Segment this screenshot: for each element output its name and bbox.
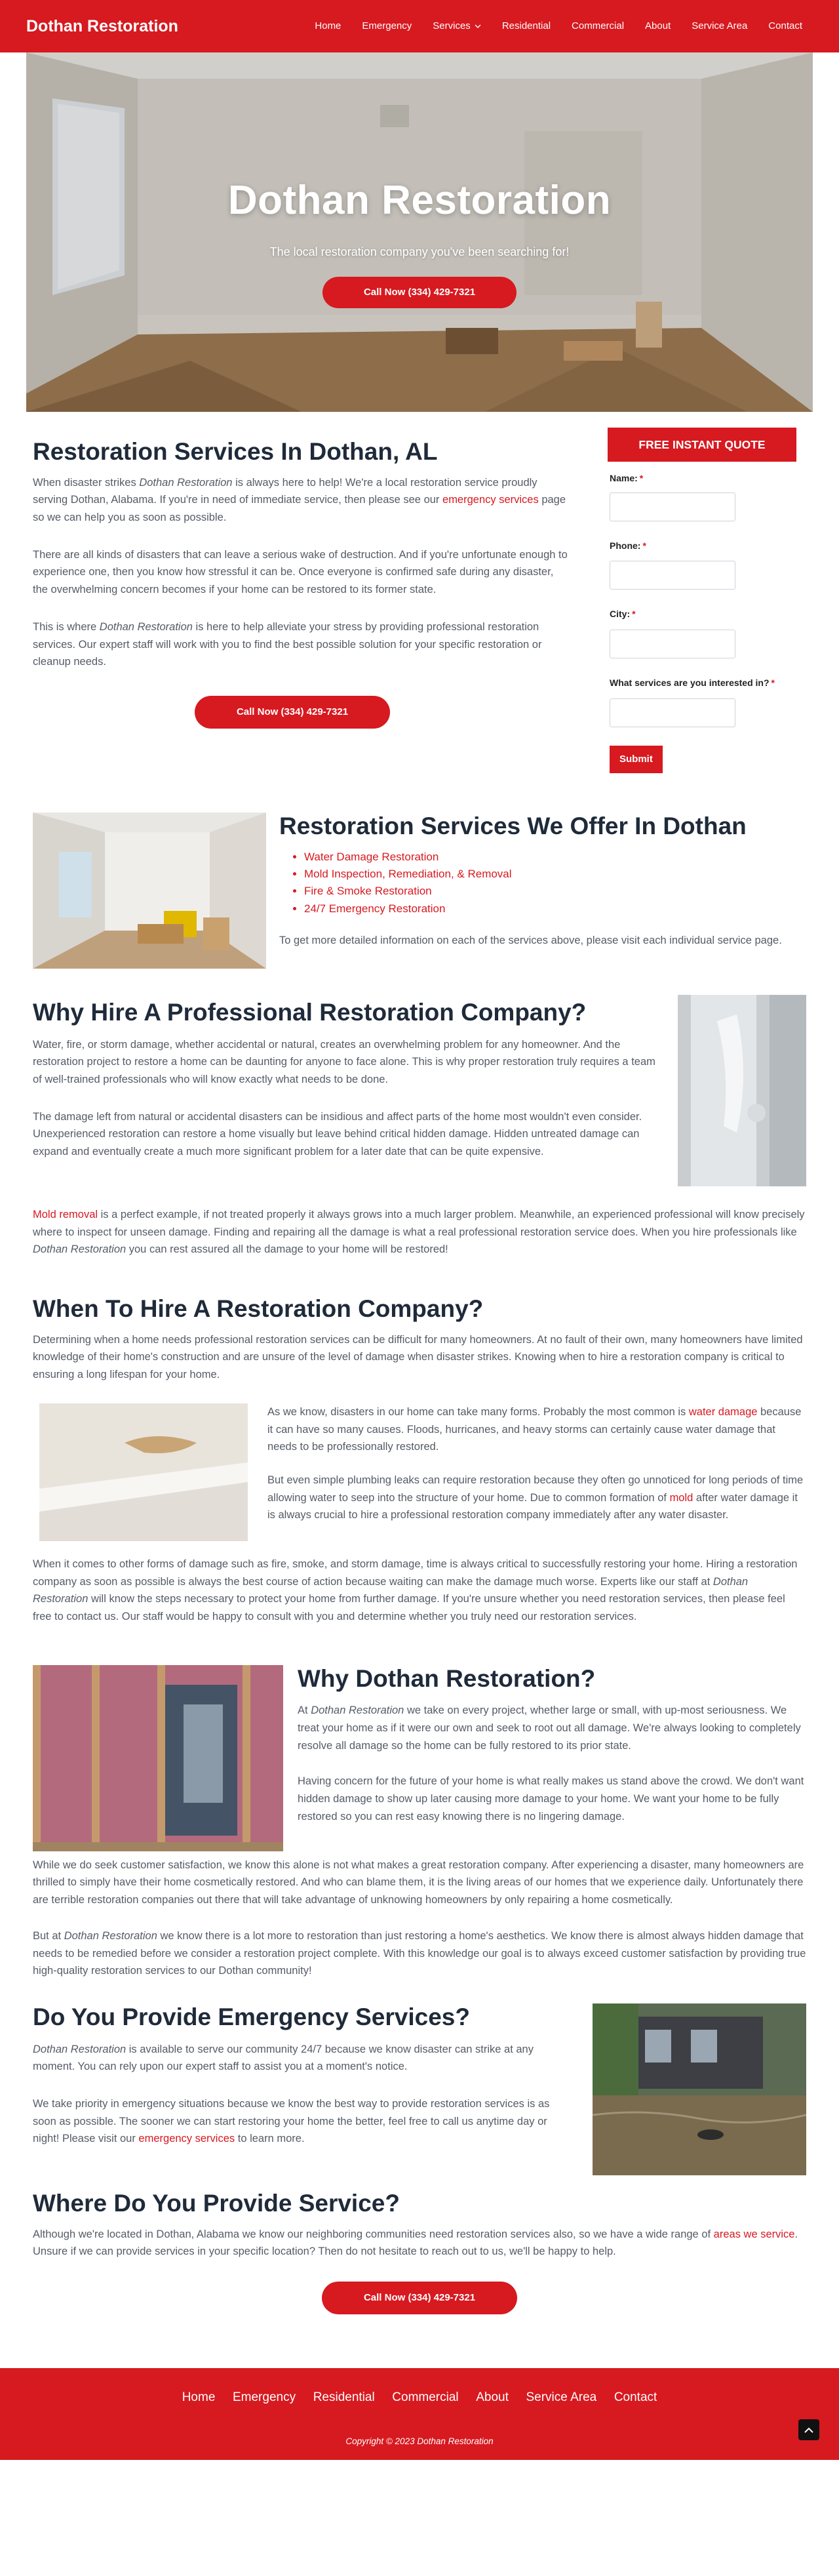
site-footer [0,2368,839,2460]
why-us-paragraph-2: Having concern for the future of your home is what really makes us stand above the crowd. We don't want hidden damage to show up later causing more damage to your home. We want your home to be fully restored so you can rest easy knowing there is no lingering damage. [298,1775,804,1822]
text-span: But even simple plumbing leaks can require restoration because they often go unnoticed for long periods of time allowing water to seep into the structure of your home. Due to common formation of [267,1474,804,1504]
intro-paragraph-1 [33,474,570,527]
brand-name: Dothan Restoration [311,1704,404,1717]
text-span: Although we're located in Dothan, Alabama we know our neighboring communities need restoration services also, so we have a wide range of [33,2228,714,2240]
where-section [0,2190,839,2314]
service-link[interactable]: Mold Inspection, Remediation, & Removal [304,867,512,880]
why-us-paragraph-4 [33,1927,806,1980]
footer-nav [0,2368,839,2408]
phone-input[interactable] [610,561,735,590]
nav-residential[interactable]: Residential [501,20,551,31]
offer-heading: Restoration Services We Offer In Dothan [279,812,747,839]
why-pro-paragraph-3 [33,1206,806,1258]
chevron-down-icon [475,24,481,28]
when-content [267,1403,806,1541]
why-us-paragraph-3: While we do seek customer satisfaction, we know this alone is not what makes a great restoration company. After experiencing a disaster, many homeowners are thrilled to simply have their home cosmetically restored. And who can blame them, it is the living areas of our homes that we experience daily. Unfortunately there are terrible restoration companies out there that will take advantage of unknowing homeowners by only repairing a home cosmetically. [33,1859,804,1906]
service-link[interactable]: Water Damage Restoration [304,850,439,863]
ceiling-water-damage-image [39,1403,248,1541]
quote-form-title: FREE INSTANT QUOTE [608,428,796,462]
why-us-content [298,1665,806,1851]
emergency-heading: Do You Provide Emergency Services? [33,2003,470,2031]
name-label [610,471,793,486]
service-link[interactable]: 24/7 Emergency Restoration [304,902,446,915]
offer-paragraph: To get more detailed information on each of the services above, please visit each individual service page. [279,934,782,946]
brand-name: Dothan Restoration [64,1929,157,1942]
services-list [292,849,806,917]
intro-content [33,438,570,773]
text-span: we take on every project, whether large or small, with up-most seriousness. We treat your home as if it were our own and seek to root out all damage. We're always looking to completely resolve all damage so the home can be fully restored to its prior state. [298,1704,801,1752]
when-heading: When To Hire A Restoration Company? [33,1295,484,1323]
emergency-services-link[interactable]: emergency services [442,494,539,506]
text-span: is a perfect example, if not treated properly it always grows into a much larger problem. Meanwhile, an experienced professional will know precisely where to inspect for unseen damage. Finding and repairing all the damage is what a real professional restoration service does. When you hire professionals like [33,1208,805,1238]
text-span: . Unsure if we can provide services in your specific location? Then do not hesitate to reach out to us, we'll be happy to help. [33,2228,798,2258]
when-paragraph-2 [267,1403,806,1456]
mold-inspection-image [678,995,806,1186]
wall-framing-image [33,1665,283,1851]
label-text: City: [610,609,631,620]
required-mark: * [639,473,644,483]
footer-nav-home[interactable]: Home [182,2390,216,2405]
brand-name: Dothan Restoration [33,2043,127,2055]
brand-name: Dothan Restoration [33,1243,127,1256]
why-pro-content [33,995,678,1186]
intro-paragraph-2: There are all kinds of disasters that can leave a serious wake of destruction. And if you're unfortunate enough to experience one, then you know how stressful it can be. Once everyone is confirmed safe during any disaster, the overwhelming concern becomes if your home can be restored to its former state. [33,548,568,596]
hero-call-button[interactable]: Call Now (334) 429-7321 [322,277,517,308]
emergency-services-link[interactable]: emergency services [138,2133,235,2145]
hero-content [26,168,813,308]
label-text: Phone: [610,540,641,551]
text-span: because it can have so many causes. Floods, hurricanes, and heavy storms can certainly cause water damage that needs to be professionally restored. [267,1405,802,1453]
offer-content [279,813,806,969]
services-label [610,675,793,691]
service-item-emergency[interactable] [304,900,806,917]
city-label [610,607,793,622]
text-span: you can rest assured all the damage to your home will be restored! [126,1243,448,1256]
why-pro-section [0,995,839,1258]
phone-label [610,538,793,553]
scroll-to-top-button[interactable] [798,2419,819,2440]
why-pro-paragraph-1: Water, fire, or storm damage, whether accidental or natural, creates an overwhelming problem for any homeowner. And the restoration project to restore a home can be daunting for anyone to face alone. This is why proper restoration truly requires a team of well-trained professionals who will know exactly what needs to be done. [33,1038,655,1085]
when-section [0,1295,839,1626]
required-mark: * [632,609,636,620]
text-span: is here to help alleviate your stress by providing professional restoration services. Our expert staff will work with you to find the best possible solution for your specific restoration or cleanup needs. [33,620,542,668]
service-item-fire[interactable] [304,883,806,900]
footer-nav-contact[interactable]: Contact [614,2390,657,2405]
water-damage-link[interactable]: water damage [688,1405,758,1418]
where-paragraph-1 [33,2226,806,2261]
footer-nav-commercial[interactable]: Commercial [392,2390,459,2405]
nav-emergency[interactable]: Emergency [362,20,412,31]
text-span: At [298,1704,311,1717]
why-us-paragraph-1 [298,1702,806,1754]
text-span: When it comes to other forms of damage such as fire, smoke, and storm damage, time is always critical to successfully restoring your home. Hiring a restoration company as soon as possible is always the best course of action because waiting can make the damage much worse. Experts like our staff at [33,1558,798,1588]
footer-nav-about[interactable]: About [476,2390,509,2405]
main-nav [304,18,813,34]
submit-button[interactable]: Submit [610,746,663,773]
hero-subtitle: The local restoration company you've been searching for! [269,245,570,259]
text-span: after water damage it is always crucial to hire a professional restoration company immediately after any water disaster. [267,1491,798,1521]
text-span: is available to serve our community 24/7 because we know disaster can strike at any moment. You can rely upon our expert staff to assist you at a moment's notice. [33,2043,534,2073]
mold-link[interactable]: mold [669,1491,693,1504]
copyright-text: Copyright © 2023 Dothan Restoration [345,2436,494,2446]
brand-name: Dothan Restoration [99,620,193,633]
emergency-paragraph-1 [33,2041,570,2076]
why-us-section [0,1665,839,1980]
nav-service-area[interactable]: Service Area [692,20,748,31]
footer-nav-residential[interactable]: Residential [313,2390,375,2405]
label-text: What services are you interested in? [610,677,770,689]
when-paragraph-1: Determining when a home needs professional restoration services can be difficult for many homeowners. At no fault of their own, many homeowners have limited knowledge of their home's construction and are unsure of the level of damage when disaster strikes. Knowing when to hire a restoration company is critical to ensuring a long lifespan for your home. [33,1333,803,1381]
flooded-street-image [593,2003,806,2175]
service-item-water[interactable] [304,849,806,866]
text-span: When disaster strikes [33,476,140,489]
text-span: will know the steps necessary to protect your home from further damage. If you're unsure whether you need restoration services, then please feel free to contact us. Our staff would be happy to consult with you and determine whether you truly need our restoration services. [33,1593,785,1622]
quote-form [610,428,793,773]
text-span: page so we can help you as soon as possible. [33,494,566,523]
hero-title: Dothan Restoration [227,178,612,223]
text-span: we know there is a lot more to restoration than just restoring a home's aesthetics. We know there is almost always hidden damage that needs to be remedied before we consider a restoration project complete. With this knowledge our goal is to always exceed customer satisfaction by providing true high-quality restoration services to our Dothan community! [33,1929,806,1977]
name-input[interactable] [610,493,735,521]
where-heading: Where Do You Provide Service? [33,2190,400,2217]
when-paragraph-3 [267,1472,806,1524]
label-text: Name: [610,473,638,483]
emergency-content [33,2003,593,2175]
nav-about[interactable]: About [645,20,671,31]
required-mark: * [642,540,646,551]
interior-renovation-image [33,813,266,969]
text-span: As we know, disasters in our home can take many forms. Probably the most common is [267,1405,689,1418]
intro-section [0,438,839,773]
offer-section [0,813,839,969]
chevron-up-icon [804,2427,813,2433]
intro-heading: Restoration Services In Dothan, AL [33,438,438,465]
footer-nav-service-area[interactable]: Service Area [526,2390,597,2405]
where-call-button[interactable]: Call Now (334) 429-7321 [322,2282,517,2314]
text-span: to learn more. [235,2133,305,2145]
intro-paragraph-3 [33,618,570,671]
brand-name: Dothan Restoration [139,476,233,489]
text-span: We take priority in emergency situations because we know the best way to provide restoration services is as soon as possible. The sooner we can start restoring your home the better, feel free to call us anytime day or night! Please visit our [33,2098,550,2145]
site-logo[interactable]: Dothan Restoration [26,16,178,35]
why-pro-heading: Why Hire A Professional Restoration Company? [33,998,587,1026]
service-link[interactable]: Fire & Smoke Restoration [304,885,432,898]
text-span: is always here to help! We're a local restoration service proudly serving Dothan, Alabama. If you're in need of immediate service, then please see our [33,476,537,506]
brand-name: Dothan Restoration [33,1575,749,1605]
intro-call-button[interactable]: Call Now (334) 429-7321 [195,696,390,729]
footer-nav-emergency[interactable]: Emergency [232,2390,296,2405]
services-input[interactable] [610,698,735,727]
nav-services-label: Services [433,20,471,31]
nav-commercial[interactable]: Commercial [572,20,625,31]
nav-contact[interactable]: Contact [768,20,802,31]
mold-removal-link[interactable]: Mold removal [33,1208,98,1220]
city-input[interactable] [610,630,735,658]
text-span: This is where [33,620,100,633]
site-header [0,0,839,52]
when-paragraph-4 [33,1556,806,1626]
required-mark: * [771,677,775,689]
text-span: But at [33,1929,64,1942]
nav-home[interactable]: Home [315,20,341,31]
areas-we-service-link[interactable]: areas we service [713,2228,795,2240]
service-item-mold[interactable] [304,866,806,883]
hero-banner [26,52,813,412]
emergency-section [0,2003,839,2175]
why-pro-paragraph-2: The damage left from natural or accidental disasters can be insidious and affect parts of the home most wouldn't even consider. Unexperienced restoration can restore a home visually but leave behind critical hidden damage. Hidden untreated damage can expand and eventually create a much more significant problem for a later date that can be quite expensive. [33,1110,642,1158]
nav-services[interactable] [422,18,492,34]
why-us-heading: Why Dothan Restoration? [298,1664,596,1692]
emergency-paragraph-2 [33,2095,570,2148]
